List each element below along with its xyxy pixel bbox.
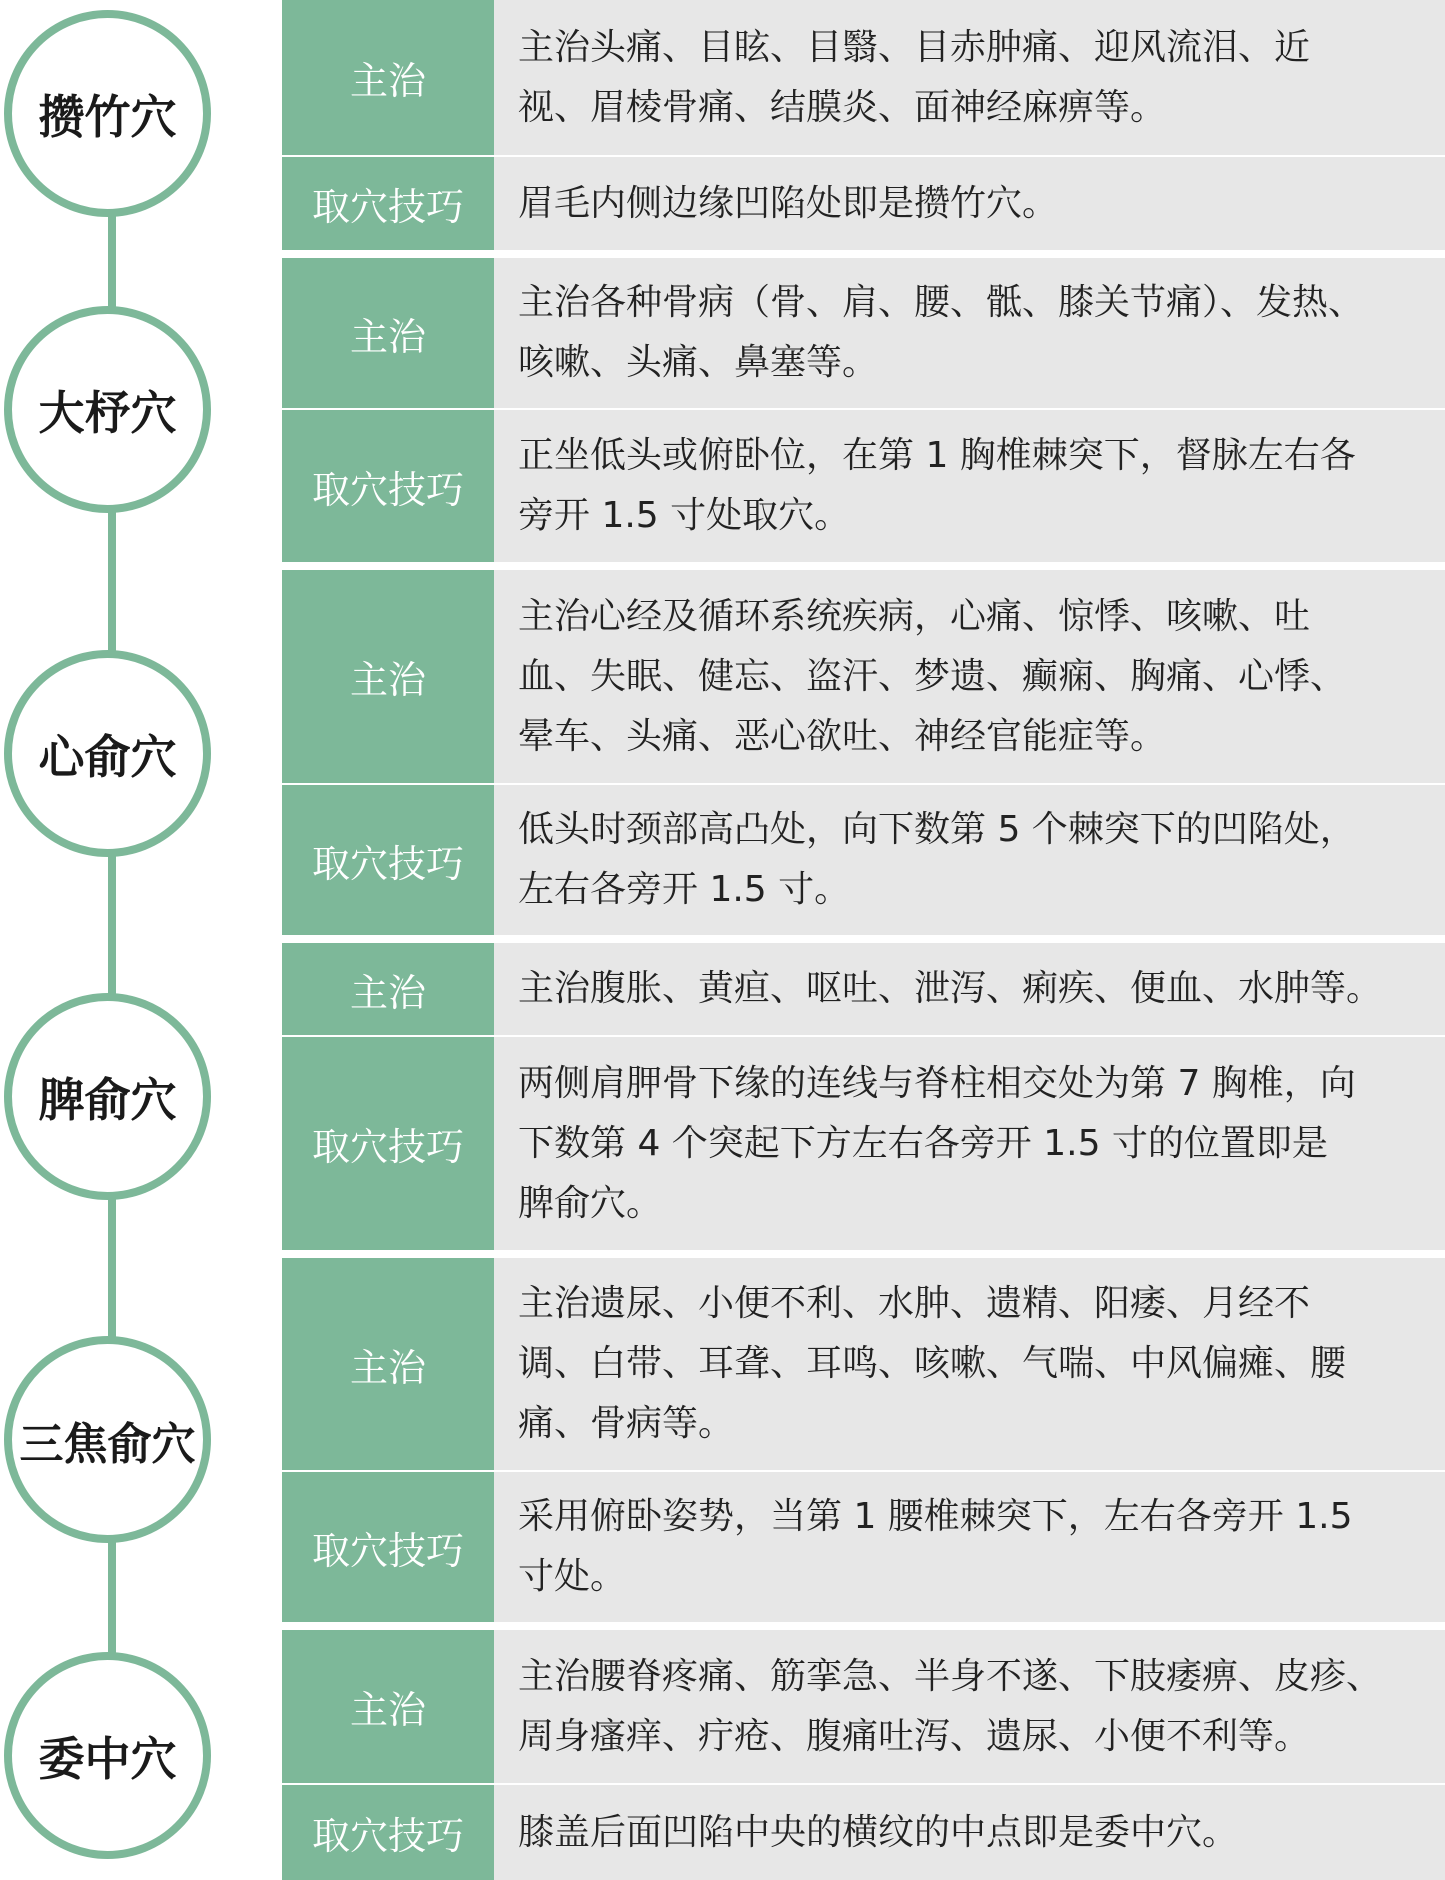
technique-text: 正坐低头或俯卧位，在第 1 胸椎棘突下，督脉左右各 旁开 1.5 寸处取穴。 <box>494 410 1445 562</box>
indication-row <box>282 570 1445 783</box>
technique-text: 低头时颈部高凸处，向下数第 5 个棘突下的凹陷处， 左右各旁开 1.5 寸。 <box>494 785 1445 935</box>
indication-label: 主治 <box>282 0 494 155</box>
technique-label: 取穴技巧 <box>282 785 494 935</box>
technique-row <box>282 1785 1445 1880</box>
technique-row <box>282 410 1445 562</box>
acupoint-node <box>4 993 211 1200</box>
acupoint-node <box>4 650 211 857</box>
technique-text: 两侧肩胛骨下缘的连线与脊柱相交处为第 7 胸椎，向 下数第 4 个突起下方左右各旁开 1.5 寸的位置即是 脾俞穴。 <box>494 1037 1445 1250</box>
indication-label: 主治 <box>282 1258 494 1470</box>
technique-label: 取穴技巧 <box>282 1037 494 1250</box>
technique-text: 采用俯卧姿势，当第 1 腰椎棘突下，左右各旁开 1.5 寸处。 <box>494 1472 1445 1622</box>
indication-row <box>282 1630 1445 1783</box>
acupoint-node <box>4 1652 211 1859</box>
technique-text: 眉毛内侧边缘凹陷处即是攒竹穴。 <box>494 157 1445 250</box>
indication-text: 主治头痛、目眩、目翳、目赤肿痛、迎风流泪、近 视、眉棱骨痛、结膜炎、面神经麻痹等。 <box>494 0 1445 155</box>
indication-row <box>282 1258 1445 1470</box>
acupoint-name: 委中穴 <box>38 1731 177 1786</box>
acupoint-node <box>4 306 211 513</box>
indication-label: 主治 <box>282 1630 494 1783</box>
indication-text: 主治各种骨病（骨、肩、腰、骶、膝关节痛）、发热、 咳嗽、头痛、鼻塞等。 <box>494 258 1445 408</box>
acupoint-node <box>4 10 211 217</box>
technique-row <box>282 785 1445 935</box>
acupoint-name: 大杼穴 <box>38 385 177 440</box>
technique-row <box>282 1037 1445 1250</box>
indication-text: 主治腹胀、黄疸、呕吐、泄泻、痢疾、便血、水肿等。 <box>494 943 1445 1035</box>
technique-label: 取穴技巧 <box>282 410 494 562</box>
acupoint-name: 心俞穴 <box>38 729 177 784</box>
technique-row <box>282 157 1445 250</box>
technique-label: 取穴技巧 <box>282 1472 494 1622</box>
indication-label: 主治 <box>282 943 494 1035</box>
indication-text: 主治心经及循环系统疾病，心痛、惊悸、咳嗽、吐 血、失眠、健忘、盗汗、梦遗、癫痫、胸痛、心悸、 晕车、头痛、恶心欲吐、神经官能症等。 <box>494 570 1445 783</box>
acupoint-node <box>4 1336 211 1543</box>
indication-row <box>282 258 1445 408</box>
acupoint-name: 攒竹穴 <box>38 89 177 144</box>
indication-row <box>282 0 1445 155</box>
indication-row <box>282 943 1445 1035</box>
technique-label: 取穴技巧 <box>282 157 494 250</box>
indication-label: 主治 <box>282 258 494 408</box>
technique-text: 膝盖后面凹陷中央的横纹的中点即是委中穴。 <box>494 1785 1445 1880</box>
technique-row <box>282 1472 1445 1622</box>
acupoint-name: 三焦俞穴 <box>19 1418 196 1470</box>
indication-label: 主治 <box>282 570 494 783</box>
acupoint-name: 脾俞穴 <box>38 1072 177 1127</box>
indication-text: 主治腰脊疼痛、筋挛急、半身不遂、下肢痿痹、皮疹、 周身瘙痒、疔疮、腹痛吐泻、遗尿、小便不利等。 <box>494 1630 1445 1783</box>
technique-label: 取穴技巧 <box>282 1785 494 1880</box>
indication-text: 主治遗尿、小便不利、水肿、遗精、阳痿、月经不 调、白带、耳聋、耳鸣、咳嗽、气喘、中风偏瘫、腰 痛、骨病等。 <box>494 1258 1445 1470</box>
